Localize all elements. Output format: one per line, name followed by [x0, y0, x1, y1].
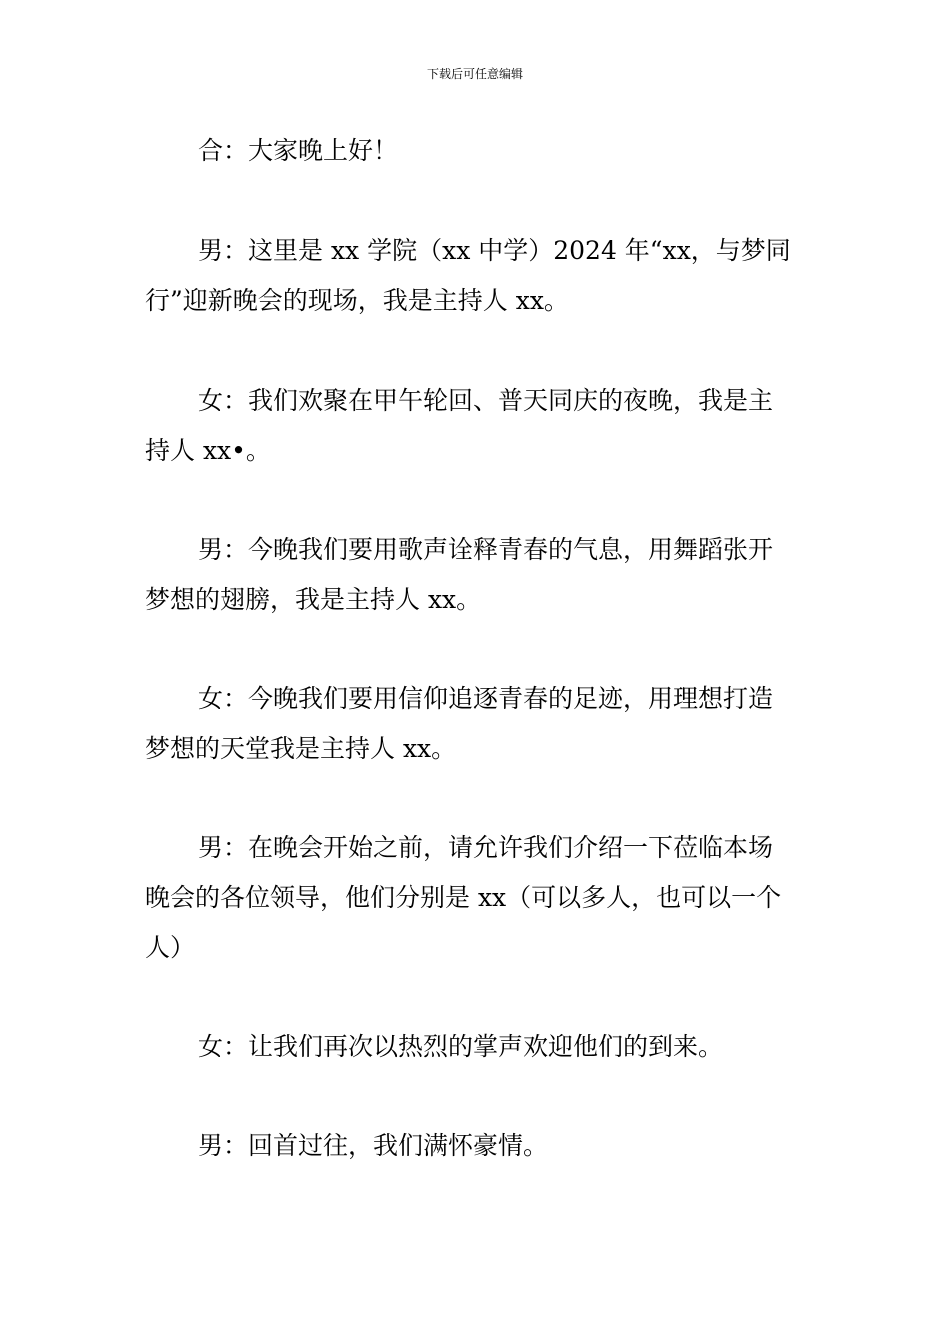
page-header: 下载后可任意编辑 [426, 67, 523, 81]
speech-line-female-faith: 女：今晚我们要用信仰追逐青春的足迹，用理想打造 [198, 684, 774, 713]
speech-line-female-intro: 女：我们欢聚在甲午轮回、普天同庆的夜晚，我是主 [198, 386, 774, 415]
speech-line-female-intro-cont: 持人 xx•。 [145, 436, 271, 465]
speech-line-male-leaders-cont: 晚会的各位领导，他们分别是 xx（可以多人，也可以一个 [145, 883, 782, 912]
speech-line-male-song-cont: 梦想的翅膀，我是主持人 xx。 [145, 585, 482, 614]
speech-line-male-intro: 男：这里是 xx 学院（xx 中学）2024 年“xx，与梦同 [198, 236, 791, 265]
speech-line-male-intro-cont: 行”迎新晚会的现场，我是主持人 xx。 [145, 286, 569, 315]
speech-line-female-applause: 女：让我们再次以热烈的掌声欢迎他们的到来。 [198, 1032, 724, 1061]
speech-line-male-leaders: 男：在晚会开始之前，请允许我们介绍一下莅临本场 [198, 833, 774, 862]
speech-line-female-faith-cont: 梦想的天堂我是主持人 xx。 [145, 734, 457, 763]
speech-line-male-review: 男：回首过往，我们满怀豪情。 [198, 1131, 549, 1160]
speech-line-together-greeting: 合：大家晚上好！ [198, 136, 399, 165]
speech-line-male-song: 男：今晚我们要用歌声诠释青春的气息，用舞蹈张开 [198, 535, 774, 564]
speech-line-male-leaders-end: 人） [145, 933, 196, 962]
